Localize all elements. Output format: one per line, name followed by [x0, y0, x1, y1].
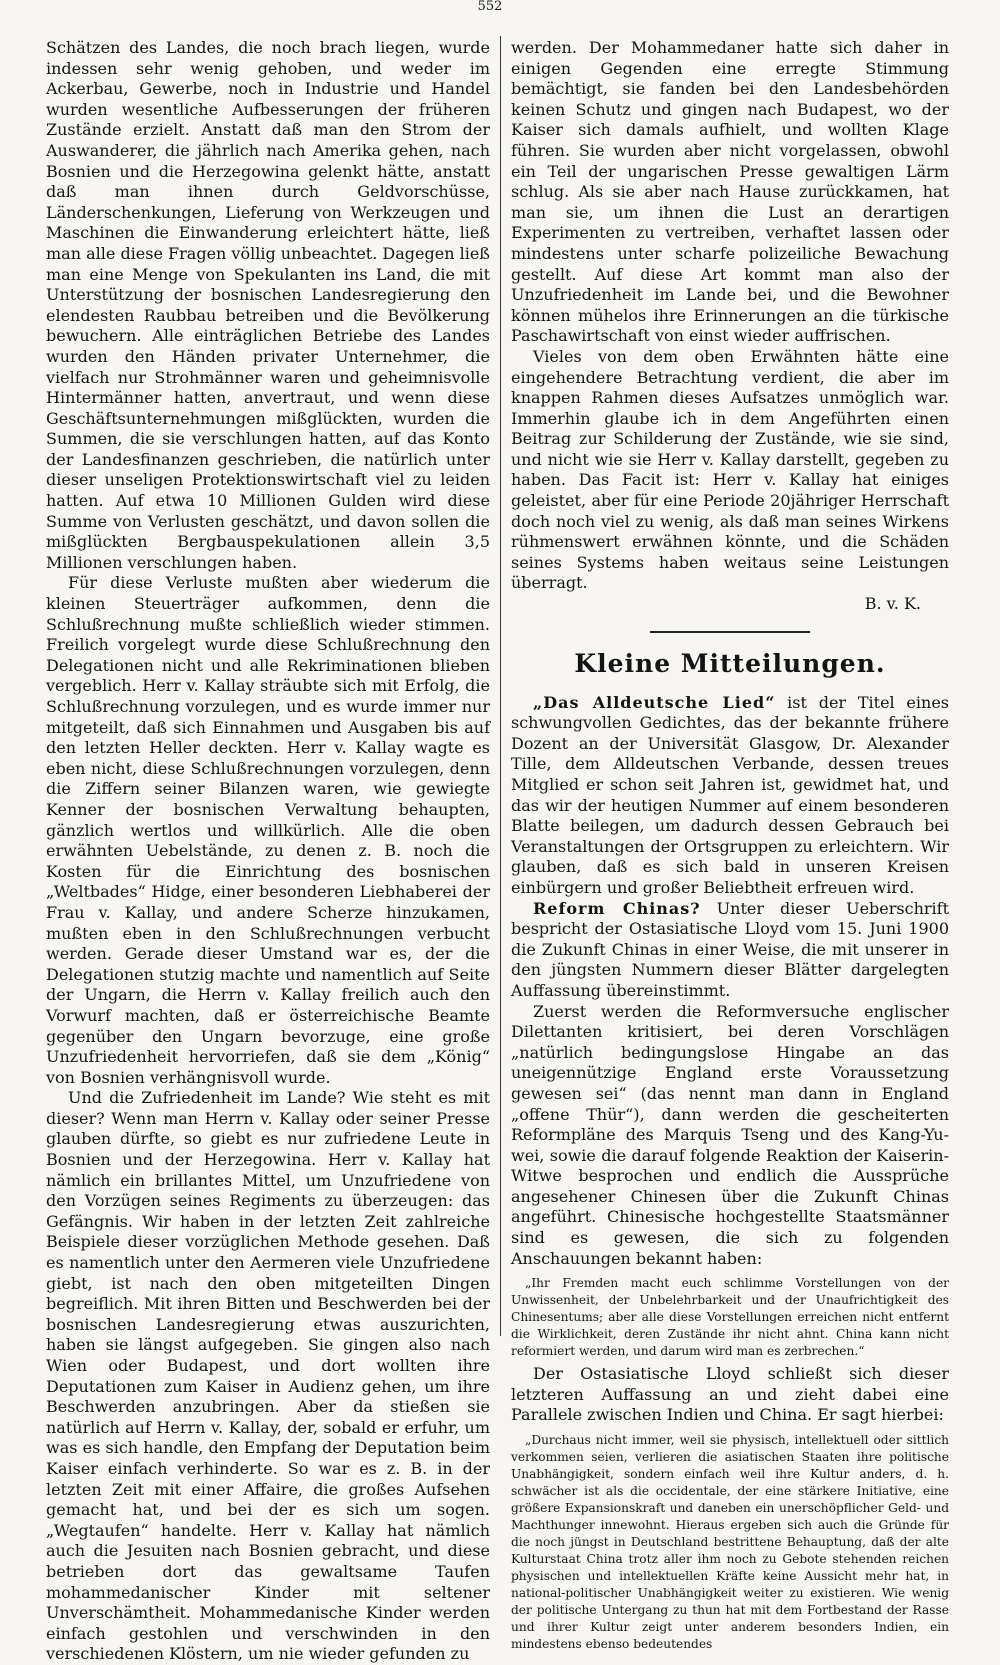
- notice-paragraph-reformversuche: Zuerst werden die Reformversuche englischer Dilettanten kritisiert, bei deren Vorschlägen „natürlich bedingungslose Hingabe an das uneigennützige England erste Voraussetzung gewesen sei“ (das nennt man dann in England „offene Thür“), dann werden die gescheiterten Reformpläne des Marquis Tseng und des Kang-Yu-wei, sowie die darauf folgende Reaktion der Kaiserin-Witwe besprochen und endlich die Aussprüche angesehener Chinesen über die Zukunft Chinas angeführt. Chinesische hochgestellte Staatsmänner sind es gewesen, die sich zu folgenden Anschauungen bekannt haben:: [511, 1001, 949, 1268]
- left-paragraph-3: Und die Zufriedenheit im Lande? Wie steht es mit dieser? Wenn man Herrn v. Kallay oder seiner Presse glauben dürfte, so giebt es nur zufriedene Leute in Bosnien und der Herzegowina. Herr v. Kallay hat nämlich ein brillantes Mittel, um Unzufriedene von den Vorzügen seines Regiments zu überzeugen: das Gefängnis. Wir haben in der letzten Zeit zahlreiche Beispiele dieser vorzüglichen Methode gesehen. Daß es namentlich unter den Aermeren viele Unzufriedene giebt, ist nach den oben mitgeteilten Dingen begreiflich. Mit ihren Bitten und Beschwerden bei der bosnischen Landesregierung etwas auszurichten, haben sie längst aufgegeben. Sie gingen also nach Wien oder Budapest, und dort wollten ihre Deputationen zum Kaiser in Audienz gehen, um ihre Beschwerden anzubringen. Aber da stießen sie natürlich auf Herrn v. Kallay, der, sobald er erfuhr, um was es sich handle, den Empfang der Deputation beim Kaiser einfach verhinderte. So war es z. B. in der letzten Zeit mit einer Affaire, die großes Aufsehen gemacht hat, und bei der es sich um sogen. „Wegtaufen“ handelte. Herr v. Kallay hat nämlich auch die Jesuiten nach Bosnien gebracht, und diese betrieben dort das gewaltsame Taufen mohammedanischer Kinder mit seltener Unverschämtheit. Mohammedanische Kinder werden einfach gestohlen und verschwinden in den verschiedenen Klöstern, um nie wieder gefunden zu: [46, 1088, 490, 1664]
- notice-text-lied: ist der Titel eines schwungvollen Gedichtes, das der bekannte frühere Dozent an der Universität Glasgow, Dr. Alexander Tille, dem Alldeutschen Verbande, dessen treues Mitglied er schon seit Jahren ist, gewidmet hat, und das wir der heutigen Nummer auf einem besonderen Blatte beilegen, um dadurch dessen Gebrauch bei Veranstaltungen der Ortsgruppen zu erleichtern. Wir glauben, daß es sich bald in unseren Kreisen einbürgern und großer Beliebtheit erfreuen wird.: [511, 692, 950, 897]
- right-column: [511, 38, 950, 1652]
- author-signature: B. v. K.: [864, 594, 921, 614]
- quote-chinese-statesmen: „Ihr Fremden macht euch schlimme Vorstellungen von der Unwissenheit, der Unbelehrbarkeit und der Unaufrichtigkeit des Chinesentums; aber alle diese Vorstellungen erreichen nicht entfernt die Wirklichkeit, deren Zustände ihr nicht ahnt. China kann nicht reformiert werden, und darum wird man es zerbrechen.“: [511, 1276, 949, 1359]
- notice-text-reform: Unter dieser Ueberschrift bespricht der Ostasiatische Lloyd vom 15. Juni 1900 die Zukunft Chinas in einer Weise, die mit unserer in den jüngsten Nummern dieser Blätter dargelegten Auffassung übereinstimmt.: [511, 898, 950, 1000]
- left-paragraph-1: Schätzen des Landes, die noch brach liegen, wurde indessen sehr wenig gehoben, und weder im Ackerbau, Gewerbe, noch in Industrie und Handel wurden wesentliche Aufbesserungen der früheren Zustände erzielt. Anstatt daß man den Strom der Auswanderer, die jährlich nach Amerika gehen, nach Bosnien und die Herzegowina gelenkt hätte, anstatt daß man ihnen durch Geldvorschüsse, Länderschenkungen, Lieferung von Werkzeugen und Maschinen die Einwanderung erleichtert hätte, ließ man alle diese Fragen völlig unbeachtet. Dagegen ließ man eine Menge von Spekulanten ins Land, die mit Unterstützung der bosnischen Landesregierung den elendesten Raubbau betreiben und die Bevölkerung bewuchern. Alle einträglichen Betriebe des Landes wurden den Händen privater Unternehmer, die vielfach nur Strohmänner waren und geheimnisvolle Hintermänner hatten, anvertraut, und wenn diese Geschäftsunternehmungen mißglückten, wurden die Summen, die sie verschlungen hatten, auf das Konto der Landesfinanzen geschrieben, die natürlich unter dieser unseligen Protektionswirtschaft viel zu leiden hatten. Auf etwa 10 Millionen Gulden wird diese Summe von Verlusten geschätzt, und davon sollen die mißglückten Bergbauspekulationen allein 3,5 Millionen verschlungen haben.: [46, 38, 490, 572]
- left-paragraph-2: Für diese Verluste mußten aber wiederum die kleinen Steuerträger aufkommen, denn die Schlußrechnung mußte schließlich wieder stimmen. Freilich vorgelegt wurde diese Schlußrechnung den Delegationen nicht und alle Rekriminationen blieben vergeblich. Herr v. Kallay sträubte sich mit Erfolg, die Schlußrechnung vorzulegen, und es wurde immer nur mitgeteilt, daß sich Einnahmen und Ausgaben bis auf den letzten Heller deckten. Herr v. Kallay wagte es eben nicht, diese Schlußrechnungen vorzulegen, denn die Ziffern seiner Bilanzen waren, wie gewiegte Kenner der bosnischen Verwaltung behaupten, gänzlich wertlos und willkürlich. Alle die oben erwähnten Uebelstände, zu denen z. B. noch die Kosten für die Einrichtung des bosnischen „Weltbades“ Hidge, einer besonderen Liebhaberei der Frau v. Kallay, und andere Scherze hinzukamen, mußten eben in den Schlußrechnungen verbucht werden. Gerade dieser Umstand war es, der die Delegationen stutzig machte und namentlich auf Seite der Ungarn, die Herrn v. Kallay freilich auch den Vorwurf machten, daß er österreichische Beamte gegenüber den Ungarn bevorzuge, eine große Unzufriedenheit hervorriefen, daß sie dem „König“ von Bosnien verhängnisvoll wurde.: [46, 573, 490, 1087]
- notice-reform-chinas: [511, 899, 949, 1002]
- section-heading: Kleine Mitteilungen.: [574, 648, 886, 678]
- notice-lead-reform: Reform Chinas?: [533, 898, 701, 918]
- page-number: 552: [477, 0, 503, 14]
- column-divider: [500, 36, 501, 1336]
- notice-alldeutsches-lied: [511, 693, 949, 899]
- section-separator: [650, 631, 810, 633]
- right-paragraph-2: Vieles von dem oben Erwähnten hätte eine eingehendere Betrachtung verdient, die aber im knappen Rahmen dieses Aufsatzes unmöglich war. Immerhin glaube ich in dem Angeführten einen Beitrag zur Schilderung der Zustände, wie sie sind, und nicht wie sie Herr v. Kallay darstellt, gegeben zu haben. Das Facit ist: Herr v. Kallay hat einiges geleistet, aber für eine Periode 20jähriger Herrschaft doch noch viel zu wenig, als daß man seines Wirkens rühmenswert erwähnen könnte, und die Schäden seines Systems haben weitaus seine Leistungen überragt.: [511, 346, 949, 593]
- notice-paragraph-lloyd: Der Ostasiatische Lloyd schließt sich dieser letzteren Auffassung an und zieht dabei eine Parallele zwischen Indien und China. Er sagt hierbei:: [511, 1364, 949, 1425]
- left-column: [46, 38, 490, 1664]
- notice-lead-lied: „Das Alldeutsche Lied“: [533, 692, 776, 712]
- quote-lloyd: „Durchaus nicht immer, weil sie physisch, intellektuell oder sittlich verkommen seien, verlieren die asiatischen Staaten ihre politische Unabhängigkeit, sondern einfach weil ihre Kultur anders, d. h. schwächer ist als die occidentale, der eine stärkere Initiative, eine größere Expansionskraft und daneben ein unerschöpflicher Geld- und Machthunger innewohnt. Hieraus ergeben sich auch die Gründe für die noch jüngst in Deutschland bestrittene Behauptung, daß der alte Kulturstaat China trotz aller ihm noch zu Gebote stehenden reichen physischen und intellektuellen Kräfte keine Aussicht mehr hat, in national-politischer Unabhängigkeit weiter zu existieren. Wie wenig der politische Untergang zu thun hat mit dem Fortbestand der Rasse und ihrer Kultur zeigt unter anderem besonders Indien, ein mindestens ebenso bedeutendes: [511, 1433, 949, 1652]
- right-paragraph-1: werden. Der Mohammedaner hatte sich daher in einigen Gegenden eine erregte Stimmung bemächtigt, sie fanden bei den Landesbehörden keinen Schutz und gingen nach Budapest, wo der Kaiser sich damals aufhielt, und wollten Klage führen. Sie wurden aber nicht vorgelassen, obwohl ein Teil der ungarischen Presse gewaltigen Lärm schlug. Als sie aber nach Hause zurückkamen, hat man sie, um ihnen die Lust an derartigen Experimenten zu vertreiben, verhaftet lassen oder mindestens unter scharfe polizeiliche Bewachung gestellt. Auf diese Art kommt man also der Unzufriedenheit im Lande bei, und die Bewohner können mühelos ihre Erinnerungen an die türkische Paschawirtschaft von einst wieder auffrischen.: [511, 38, 949, 346]
